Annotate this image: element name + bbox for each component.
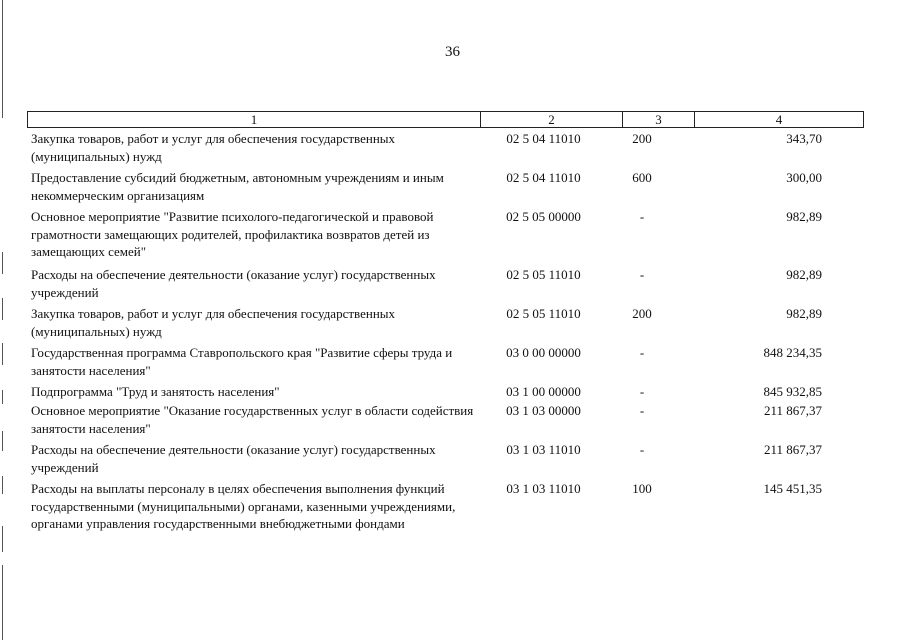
- row-name: Основное мероприятие "Оказание государственных услуг в области содействия занятости населения": [31, 403, 474, 436]
- scan-mark: [2, 390, 3, 404]
- row-amount: 982,89: [786, 267, 822, 282]
- row-type: 200: [632, 131, 652, 146]
- row-amount: 145 451,35: [763, 481, 822, 496]
- scan-mark: [2, 526, 3, 552]
- table-header: [27, 111, 864, 128]
- row-name: Закупка товаров, работ и услуг для обеспечения государственных (муниципальных) нужд: [31, 131, 396, 164]
- row-code: 03 1 00 00000: [506, 384, 581, 399]
- row-type: -: [639, 403, 645, 418]
- row-type: -: [639, 345, 645, 360]
- row-name: Подпрограмма "Труд и занятость населения": [31, 384, 280, 399]
- page-number: 36: [445, 44, 460, 60]
- table-row: [27, 344, 864, 383]
- row-code: 02 5 05 11010: [506, 306, 581, 321]
- row-name: Основное мероприятие "Развитие психолого-педагогической и правовой грамотности замещающих родителей, профилактика возвратов детей из замещающих семей": [31, 209, 434, 259]
- header-col-4: 4: [775, 112, 783, 127]
- row-type: -: [639, 384, 645, 399]
- row-code: 02 5 05 00000: [506, 209, 581, 224]
- row-type: 200: [632, 306, 652, 321]
- table-row: [27, 402, 864, 441]
- row-code: 03 0 00 00000: [506, 345, 581, 360]
- row-code: 02 5 05 11010: [506, 267, 581, 282]
- row-amount: 211 867,37: [763, 403, 822, 418]
- scan-mark: [2, 343, 3, 365]
- row-code: 02 5 04 11010: [506, 170, 581, 185]
- row-type: -: [639, 267, 645, 282]
- table-row: [27, 305, 864, 344]
- row-amount: 982,89: [786, 306, 822, 321]
- row-code: 03 1 03 11010: [506, 481, 581, 496]
- table-row: [27, 441, 864, 480]
- table-row: [27, 383, 864, 402]
- table-row: [27, 480, 864, 552]
- row-code: 03 1 03 00000: [506, 403, 581, 418]
- row-name: Предоставление субсидий бюджетным, автономным учреждениям и иным некоммерческим организациям: [31, 170, 444, 203]
- row-name: Расходы на выплаты персоналу в целях обеспечения выполнения функций государственными (муниципальными) органами, казенными учреждениями, органами управления государственными внебюджетными фондами: [31, 481, 456, 531]
- row-amount: 845 932,85: [763, 384, 822, 399]
- row-type: -: [639, 442, 645, 457]
- scan-mark: [2, 252, 3, 274]
- header-col-1: 1: [28, 112, 481, 127]
- table-row: [27, 169, 864, 208]
- row-name: Расходы на обеспечение деятельности (оказание услуг) государственных учреждений: [31, 442, 436, 475]
- scan-mark: [2, 565, 3, 640]
- row-amount: 300,00: [786, 170, 822, 185]
- row-code: 03 1 03 11010: [506, 442, 581, 457]
- row-type: 600: [632, 170, 652, 185]
- row-name: Государственная программа Ставропольского края "Развитие сферы труда и занятости населения": [31, 345, 453, 378]
- row-name: Закупка товаров, работ и услуг для обеспечения государственных (муниципальных) нужд: [31, 306, 396, 339]
- row-type: 100: [632, 481, 652, 496]
- scan-mark: [2, 298, 3, 320]
- row-amount: 848 234,35: [763, 345, 822, 360]
- row-amount: 982,89: [786, 209, 822, 224]
- row-type: -: [639, 209, 645, 224]
- table-row: [27, 266, 864, 305]
- row-amount: 211 867,37: [763, 442, 822, 457]
- row-name: Расходы на обеспечение деятельности (оказание услуг) государственных учреждений: [31, 267, 436, 300]
- header-col-2: 2: [481, 112, 623, 127]
- scan-mark: [2, 431, 3, 451]
- header-col-3: 3: [623, 112, 695, 127]
- row-code: 02 5 04 11010: [506, 131, 581, 146]
- table-row: [27, 208, 864, 266]
- row-amount: 343,70: [786, 131, 822, 146]
- table-row: [27, 130, 864, 169]
- scan-mark: [2, 476, 3, 494]
- table-body: [27, 130, 864, 552]
